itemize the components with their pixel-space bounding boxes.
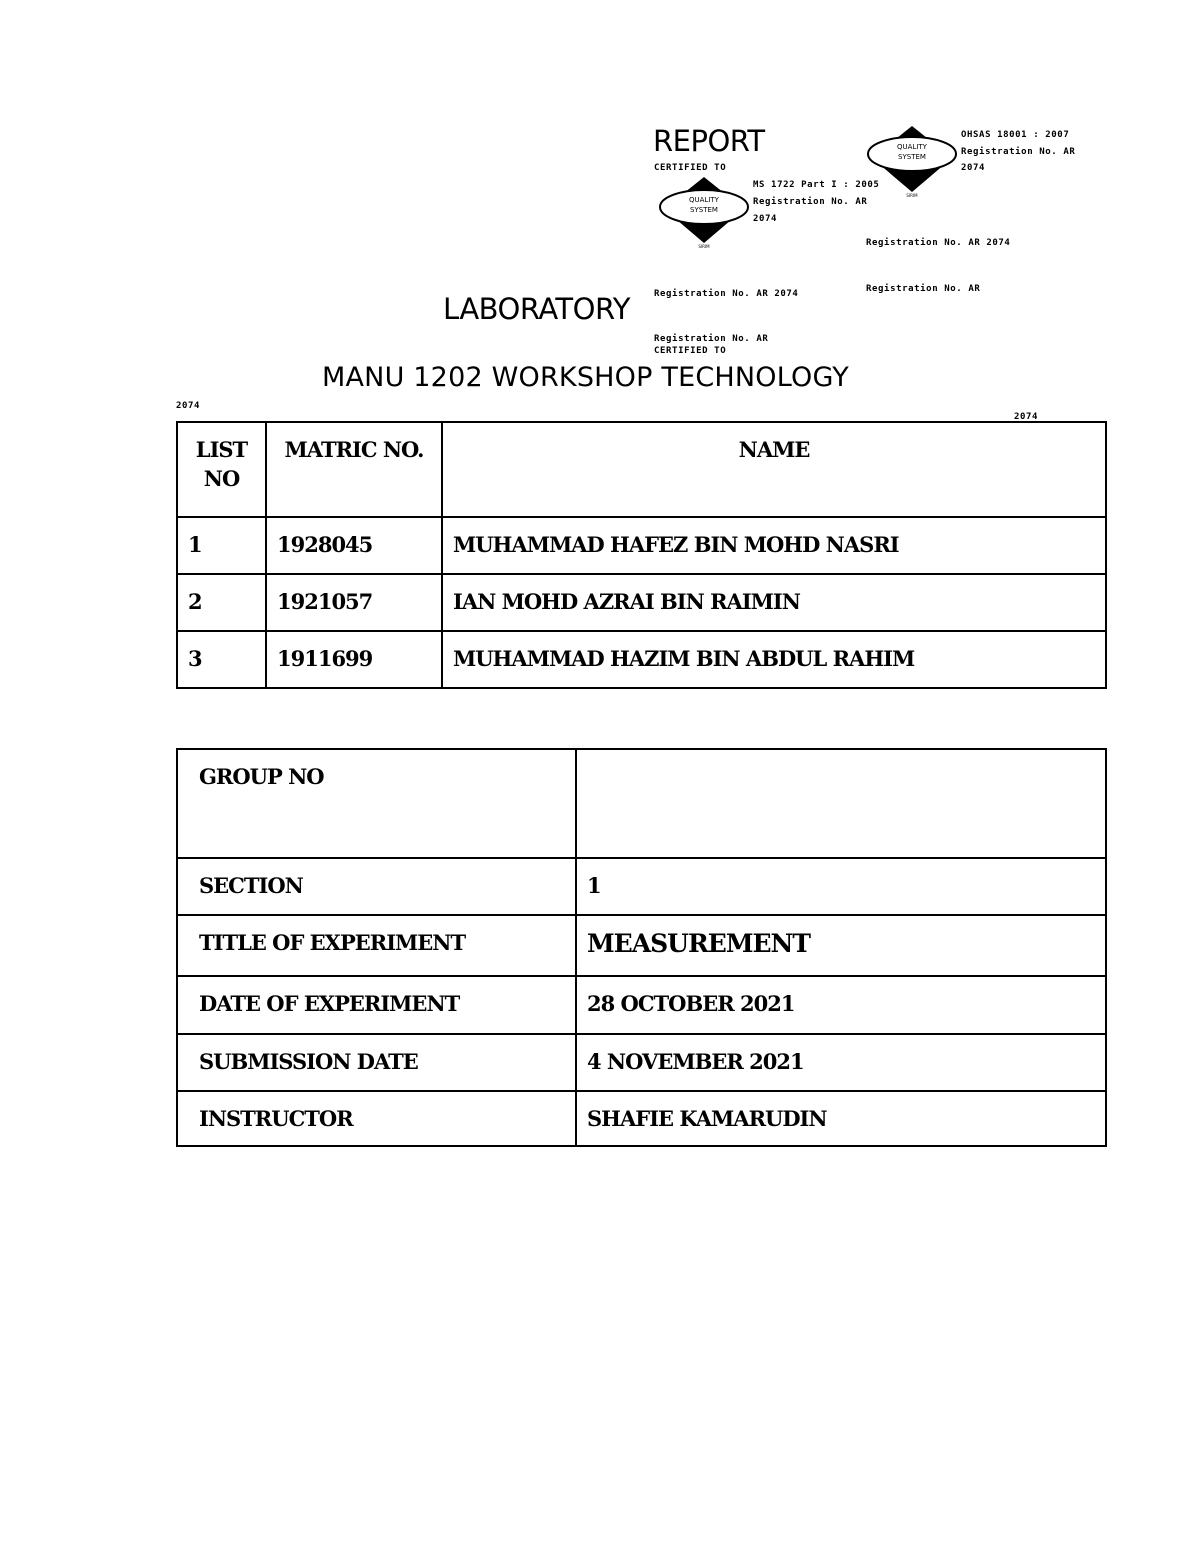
svg-text:SIRIM: SIRIM xyxy=(906,193,918,198)
table-row xyxy=(177,1091,1106,1146)
submission-date-label: SUBMISSION DATE xyxy=(199,1049,418,1074)
section-value: 1 xyxy=(587,873,601,898)
matric-no-cell: 1911699 xyxy=(277,646,373,671)
quality-system-seal-icon xyxy=(658,177,750,251)
ms-standard-line1: MS 1722 Part I : 2005 xyxy=(753,180,880,190)
section-label: SECTION xyxy=(199,873,303,898)
registration-left-1: Registration No. AR 2074 xyxy=(654,289,799,299)
ms-standard-line3: 2074 xyxy=(753,214,778,224)
ohsas-line1: OHSAS 18001 : 2007 xyxy=(961,130,1070,140)
instructor-label: INSTRUCTOR xyxy=(199,1106,353,1131)
title-of-experiment-value: MEASUREMENT xyxy=(587,929,810,958)
list-no-cell: 3 xyxy=(188,646,202,671)
ms-standard-line2: Registration No. AR xyxy=(753,197,868,207)
date-of-experiment-value: 28 OCTOBER 2021 xyxy=(587,991,795,1016)
name-cell: IAN MOHD AZRAI BIN RAIMIN xyxy=(453,589,800,614)
registration-right-1: Registration No. AR 2074 xyxy=(866,238,1011,248)
instructor-value: SHAFIE KAMARUDIN xyxy=(587,1106,827,1131)
registration-left-2: Registration No. AR xyxy=(654,334,769,344)
table-row xyxy=(177,574,1106,631)
date-of-experiment-label: DATE OF EXPERIMENT xyxy=(199,991,460,1016)
svg-text:QUALITY: QUALITY xyxy=(897,143,927,151)
list-no-header: LIST NO xyxy=(195,437,248,491)
quality-system-seal-icon xyxy=(866,126,958,200)
title-of-experiment-label: TITLE OF EXPERIMENT xyxy=(199,930,466,955)
course-title: MANU 1202 WORKSHOP TECHNOLOGY xyxy=(322,362,849,393)
svg-text:SYSTEM: SYSTEM xyxy=(898,153,926,161)
svg-text:SYSTEM: SYSTEM xyxy=(690,206,718,214)
svg-text:SIRIM: SIRIM xyxy=(698,244,710,249)
certified-to-label-2: CERTIFIED TO xyxy=(654,346,727,356)
stray-number-right: 2074 xyxy=(1014,412,1039,422)
registration-right-2: Registration No. AR xyxy=(866,284,981,294)
submission-date-value: 4 NOVEMBER 2021 xyxy=(587,1049,804,1074)
group-no-value xyxy=(577,750,1105,764)
name-header: NAME xyxy=(738,437,810,462)
report-title: REPORT xyxy=(653,124,765,158)
table-row xyxy=(177,749,1106,858)
experiment-info-table xyxy=(176,748,1107,1147)
group-no-label: GROUP NO xyxy=(199,764,324,789)
stray-number-left: 2074 xyxy=(176,401,201,411)
matric-no-cell: 1928045 xyxy=(277,532,373,557)
table-row xyxy=(177,1034,1106,1091)
table-row xyxy=(177,915,1106,976)
students-table xyxy=(176,421,1107,689)
name-cell: MUHAMMAD HAZIM BIN ABDUL RAHIM xyxy=(453,646,915,671)
list-no-cell: 1 xyxy=(188,532,202,557)
ohsas-line3: 2074 xyxy=(961,163,986,173)
table-row xyxy=(177,976,1106,1034)
certified-to-label: CERTIFIED TO xyxy=(654,163,727,173)
ohsas-line2: Registration No. AR xyxy=(961,147,1076,157)
matric-no-cell: 1921057 xyxy=(277,589,373,614)
table-row xyxy=(177,631,1106,688)
table-row xyxy=(177,517,1106,574)
table-row xyxy=(177,858,1106,915)
table-header-row xyxy=(177,422,1106,517)
laboratory-title: LABORATORY xyxy=(443,292,630,326)
svg-text:QUALITY: QUALITY xyxy=(689,196,719,204)
name-cell: MUHAMMAD HAFEZ BIN MOHD NASRI xyxy=(453,532,899,557)
matric-no-header: MATRIC NO. xyxy=(284,437,424,462)
list-no-cell: 2 xyxy=(188,589,202,614)
